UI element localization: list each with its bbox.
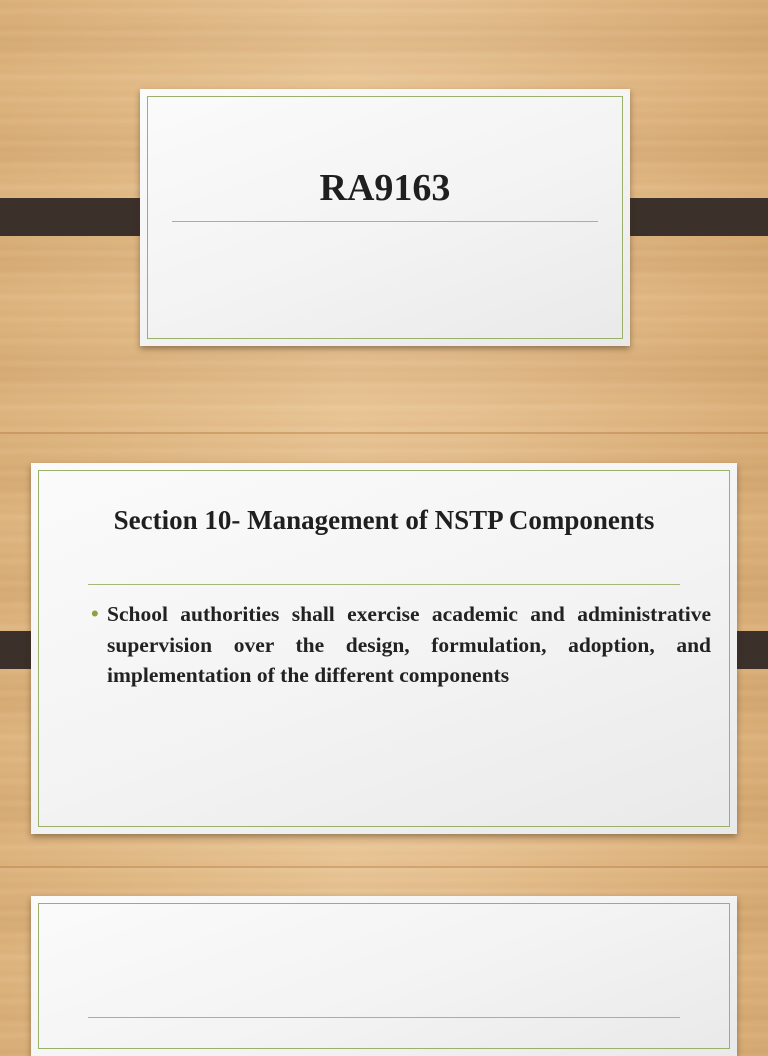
slide-2-title-rule	[88, 584, 680, 585]
wood-seam	[0, 866, 768, 868]
slide-1-card[interactable]	[140, 89, 630, 346]
wood-seam	[0, 432, 768, 434]
slide-1-title: RA9163	[319, 167, 451, 209]
slide-3-frame	[38, 903, 730, 1049]
slide-1-title-rule	[172, 221, 598, 222]
bullet-item	[91, 599, 711, 691]
bullet-text: School authorities shall exercise academic and administrative supervision over the design, formulation, adoption, and implementation of the different components	[107, 602, 711, 687]
slide-3-title-rule	[88, 1017, 680, 1018]
slide-3-card[interactable]	[31, 896, 737, 1056]
slide-1-left-bar	[0, 198, 155, 236]
slide-1-right-bar	[613, 198, 768, 236]
slide-1-frame	[147, 96, 623, 339]
slide-2-card[interactable]	[31, 463, 737, 834]
slide-2-title: Section 10- Management of NSTP Components	[113, 505, 655, 535]
bullet-dot-icon: •	[91, 601, 99, 626]
